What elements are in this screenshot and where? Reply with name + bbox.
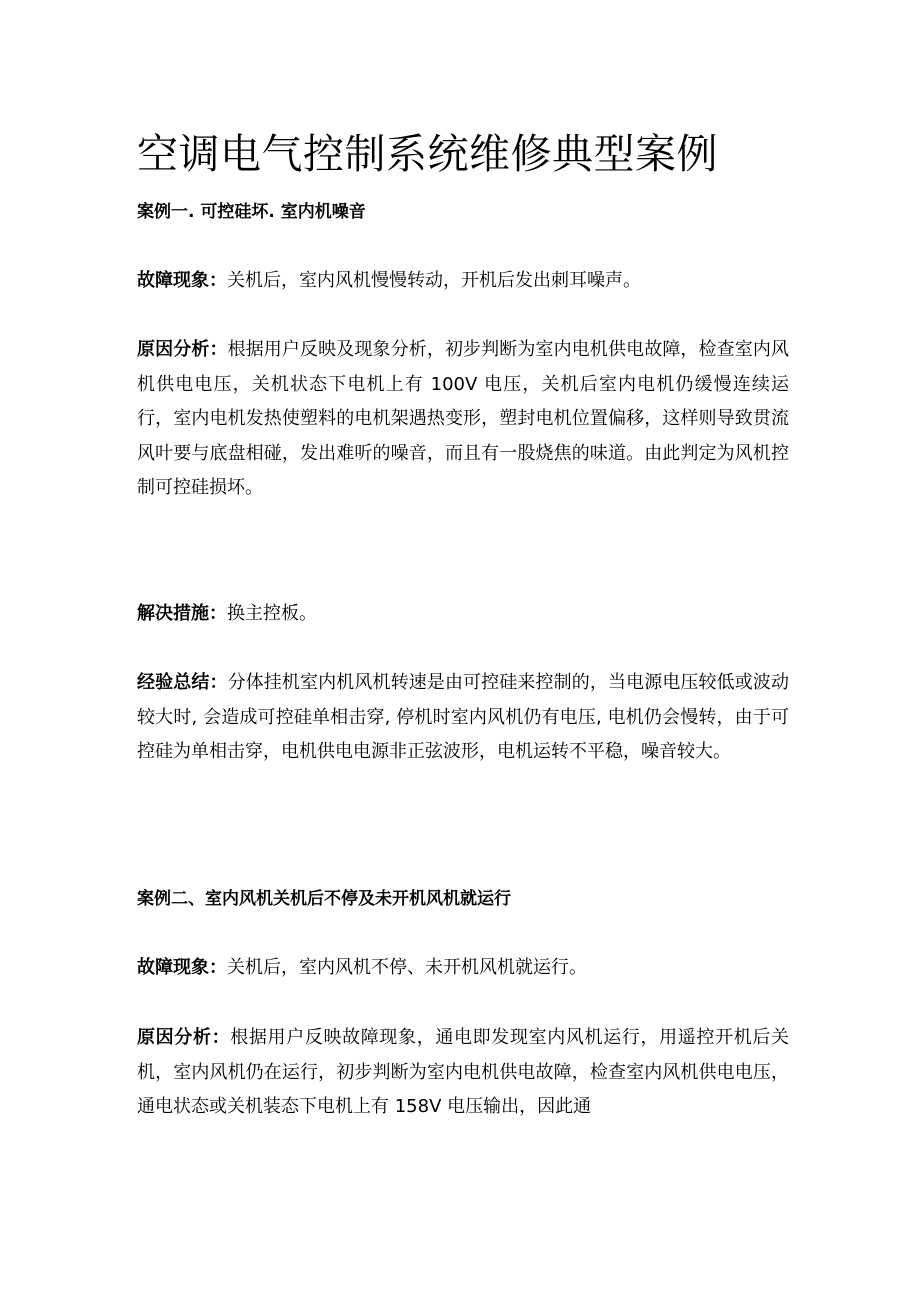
document-title: 空调电气控制系统维修典型案例 [137,130,718,178]
symptom-text: 关机后，室内风机慢慢转动，开机后发出刺耳噪声。 [227,270,641,291]
summary-text: 分体挂机室内机风机转速是由可控硅来控制的，当电源电压较低或波动较大时, 会造成可控硅单相击穿, 停机时室内风机仍有电压, 电机仍会慢转，由于可控硅为单相击穿，电机供电电源非正弦波形，电机运转不平稳，噪音较大。 [137,672,790,762]
symptom-label: 故障现象： [137,957,227,978]
solution-label: 解决措施： [137,603,227,624]
analysis-text: 根据用户反映及现象分析，初步判断为室内电机供电故障，检查室内风机供电电压，关机状态下电机上有 100V 电压，关机后室内电机仍缓慢连续运行，室内电机发热使塑料的电机架遇热变形，塑封电机位置偏移，这样则导致贯流风叶要与底盘相碰，发出难听的噪音，而且有一股烧焦的味道。由此判定为风机控制可控硅损坏。 [137,339,790,498]
analysis-text: 根据用户反映故障现象，通电即发现室内风机运行，用遥控开机后关机，室内风机仍在运行，初步判断为室内电机供电故障，检查室内风机供电电压，通电状态或关机装态下电机上有 158V 电压输出，因此通 [137,1027,790,1117]
case-1-summary-paragraph [137,666,789,770]
solution-text: 换主控板。 [227,603,317,624]
case-1-heading: 案例一. 可控硅坏. 室内机噪音 [137,202,366,222]
case-2-heading: 案例二、室内风机关机后不停及未开机风机就运行 [137,889,511,909]
symptom-label: 故障现象： [137,270,227,291]
summary-label: 经验总结： [137,672,228,693]
case-2-analysis-paragraph [137,1021,789,1125]
case-1-analysis-paragraph [137,333,789,506]
case-2-symptom-paragraph [137,951,789,986]
analysis-label: 原因分析： [137,339,228,360]
symptom-text: 关机后，室内风机不停、未开机风机就运行。 [227,957,587,978]
case-1-symptom-paragraph [137,264,789,299]
analysis-label: 原因分析： [137,1027,231,1048]
case-1-solution-paragraph [137,597,789,632]
